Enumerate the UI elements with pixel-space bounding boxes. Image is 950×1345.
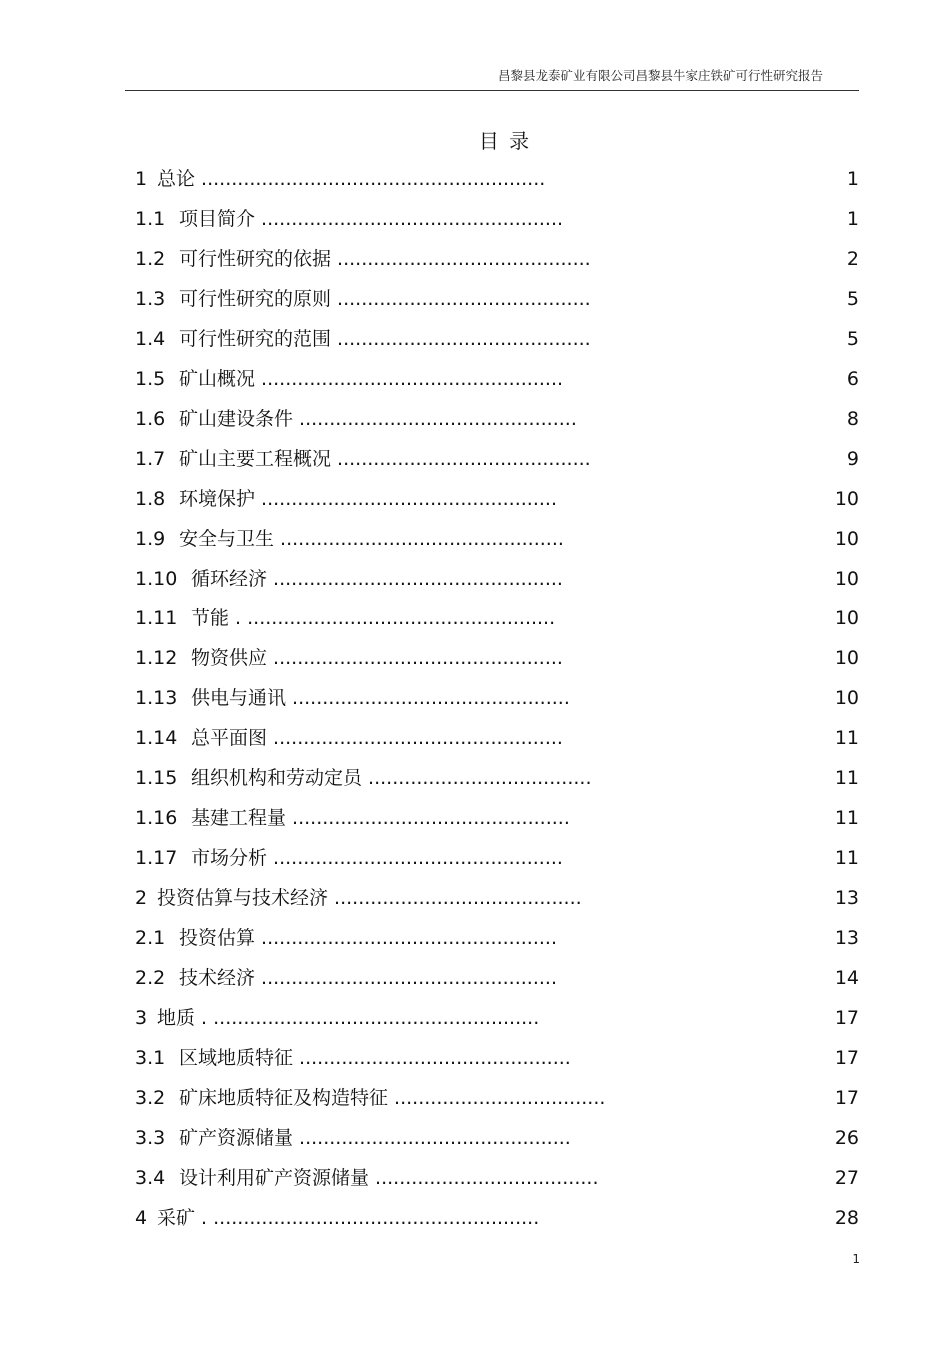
toc-entry[interactable] [135, 1039, 859, 1079]
toc-entry[interactable] [135, 320, 859, 360]
toc-entry[interactable] [135, 639, 859, 679]
toc-entry[interactable] [135, 520, 859, 560]
toc-entry-page: 5 [846, 287, 859, 310]
toc-entry-title: 矿山概况 .................................................. [179, 367, 564, 390]
toc-entry-number: 1 [135, 168, 148, 190]
toc-entry[interactable] [135, 999, 859, 1039]
toc-entry-page: 10 [834, 567, 859, 590]
toc-entry-number: 3 [135, 1007, 148, 1030]
toc-entry-number: 1.2 [135, 247, 166, 270]
toc-entry[interactable] [135, 919, 859, 959]
toc-entry-title: 矿山主要工程概况 .......................................... [179, 447, 591, 470]
toc-entry-title: 区域地质特征 ............................................. [179, 1046, 571, 1069]
toc-entry-page: 10 [834, 687, 859, 710]
toc-entry-title: 环境保护 ................................................. [179, 487, 557, 510]
toc-entry-title: 矿山建设条件 .............................................. [179, 407, 577, 430]
toc-entry-number: 1.6 [135, 407, 166, 430]
toc-entry-number: 1.11 [135, 607, 178, 630]
toc-entry[interactable] [135, 360, 859, 400]
toc-entry[interactable] [135, 1079, 859, 1119]
toc-entry-page: 10 [834, 607, 859, 630]
toc-entry-number: 1.4 [135, 327, 166, 350]
toc-entry[interactable] [135, 959, 859, 999]
toc-entry-number: 1.5 [135, 367, 166, 390]
toc-entry-number: 4 [135, 1206, 148, 1229]
toc-entry[interactable] [135, 440, 859, 480]
toc-entry-page: 10 [834, 487, 859, 510]
toc-entry[interactable] [135, 400, 859, 440]
toc-entry-number: 1.16 [135, 807, 178, 830]
toc-entry-number: 1.13 [135, 687, 178, 710]
toc-entry-number: 1.9 [135, 527, 166, 550]
toc-entry-page: 1 [846, 207, 859, 230]
toc-entry-page: 26 [834, 1126, 859, 1149]
toc-entry-page: 10 [834, 527, 859, 550]
toc-entry-number: 1.12 [135, 647, 178, 670]
toc-entry-title: 采矿 . ...................................................... [157, 1206, 540, 1229]
toc-entry[interactable] [135, 1199, 859, 1239]
toc-entry[interactable] [135, 240, 859, 280]
toc-entry[interactable] [135, 1119, 859, 1159]
toc-entry[interactable] [135, 839, 859, 879]
toc-entry-page: 8 [846, 407, 859, 430]
toc-entry-number: 1.14 [135, 727, 178, 750]
toc-entry-page: 1 [846, 168, 859, 190]
toc-entry-page: 6 [846, 367, 859, 390]
toc-entry-title: 节能 . ................................................... [191, 607, 556, 630]
header-rule [125, 90, 859, 91]
toc-entry-page: 13 [834, 887, 859, 910]
toc-entry-page: 5 [846, 327, 859, 350]
toc-entry-page: 2 [846, 247, 859, 270]
toc-entry-title: 可行性研究的原则 .......................................... [179, 287, 591, 310]
toc-entry[interactable] [135, 879, 859, 919]
toc-entry-title: 组织机构和劳动定员 ..................................... [191, 767, 592, 790]
toc-entry-number: 2 [135, 887, 148, 910]
toc-entry[interactable] [135, 200, 859, 240]
toc-entry-title: 技术经济 ................................................. [179, 967, 557, 990]
toc-entry-title: 设计利用矿产资源储量 ..................................... [179, 1166, 599, 1189]
toc-entry-page: 11 [834, 727, 859, 750]
toc-entry-title: 项目简介 .................................................. [179, 207, 564, 230]
toc-entry-page: 17 [834, 1086, 859, 1109]
toc-entry-title: 市场分析 ................................................ [191, 847, 563, 870]
toc-entry-title: 物资供应 ................................................ [191, 647, 563, 670]
toc-entry-title: 供电与通讯 .............................................. [191, 687, 570, 710]
toc-entry-title: 基建工程量 .............................................. [191, 807, 570, 830]
toc-entry[interactable] [135, 160, 859, 200]
toc-entry-number: 1.8 [135, 487, 166, 510]
toc-entry-page: 13 [834, 927, 859, 950]
toc-entry-page: 27 [834, 1166, 859, 1189]
toc-entry[interactable] [135, 280, 859, 320]
toc-entry[interactable] [135, 759, 859, 799]
toc-entry-title: 循环经济 ................................................ [191, 567, 563, 590]
toc-entry-title: 总论 ......................................................... [157, 168, 546, 190]
toc-entry-title: 安全与卫生 ............................................... [179, 527, 564, 550]
toc-entry-number: 2.2 [135, 967, 166, 990]
toc-entry-number: 3.1 [135, 1046, 166, 1069]
toc-entry-page: 11 [834, 807, 859, 830]
toc-entry[interactable] [135, 599, 859, 639]
toc-entry-page: 11 [834, 847, 859, 870]
toc-entry-page: 17 [834, 1007, 859, 1030]
toc-entry-number: 1.15 [135, 767, 178, 790]
toc-entry-number: 3.3 [135, 1126, 166, 1149]
toc-entry-number: 1.17 [135, 847, 178, 870]
toc-entry[interactable] [135, 560, 859, 600]
toc-entry-number: 3.2 [135, 1086, 166, 1109]
toc-entry-title: 矿床地质特征及构造特征 ................................... [179, 1086, 606, 1109]
toc-entry-number: 2.1 [135, 927, 166, 950]
toc-entry-number: 1.1 [135, 207, 166, 230]
toc-title: 目 录 [478, 129, 532, 153]
toc-entry-number: 1.10 [135, 567, 178, 590]
toc-entry-page: 10 [834, 647, 859, 670]
toc-entry-page: 11 [834, 767, 859, 790]
toc-entry[interactable] [135, 1159, 859, 1199]
toc-entry-number: 1.3 [135, 287, 166, 310]
toc-entry[interactable] [135, 679, 859, 719]
toc-entry[interactable] [135, 480, 859, 520]
toc-entry-title: 地质 . ...................................................... [157, 1007, 540, 1030]
toc-entry-page: 14 [834, 967, 859, 990]
toc-entry-page: 9 [846, 447, 859, 470]
toc-entry-number: 3.4 [135, 1166, 166, 1189]
toc-entry-page: 17 [834, 1046, 859, 1069]
table-of-contents [135, 160, 859, 1239]
running-header: 昌黎县龙泰矿业有限公司昌黎县牛家庄铁矿可行性研究报告 [497, 68, 823, 83]
toc-entry[interactable] [135, 719, 859, 759]
page-number: 1 [852, 1252, 860, 1266]
toc-entry-number: 1.7 [135, 447, 166, 470]
toc-entry-title: 总平面图 ................................................ [191, 727, 563, 750]
toc-entry-title: 可行性研究的范围 .......................................... [179, 327, 591, 350]
toc-entry-title: 可行性研究的依据 .......................................... [179, 247, 591, 270]
toc-entry-title: 投资估算 ................................................. [179, 927, 557, 950]
toc-entry-title: 投资估算与技术经济 ......................................... [157, 887, 582, 910]
toc-entry[interactable] [135, 799, 859, 839]
toc-entry-title: 矿产资源储量 ............................................. [179, 1126, 571, 1149]
toc-entry-page: 28 [834, 1206, 859, 1229]
